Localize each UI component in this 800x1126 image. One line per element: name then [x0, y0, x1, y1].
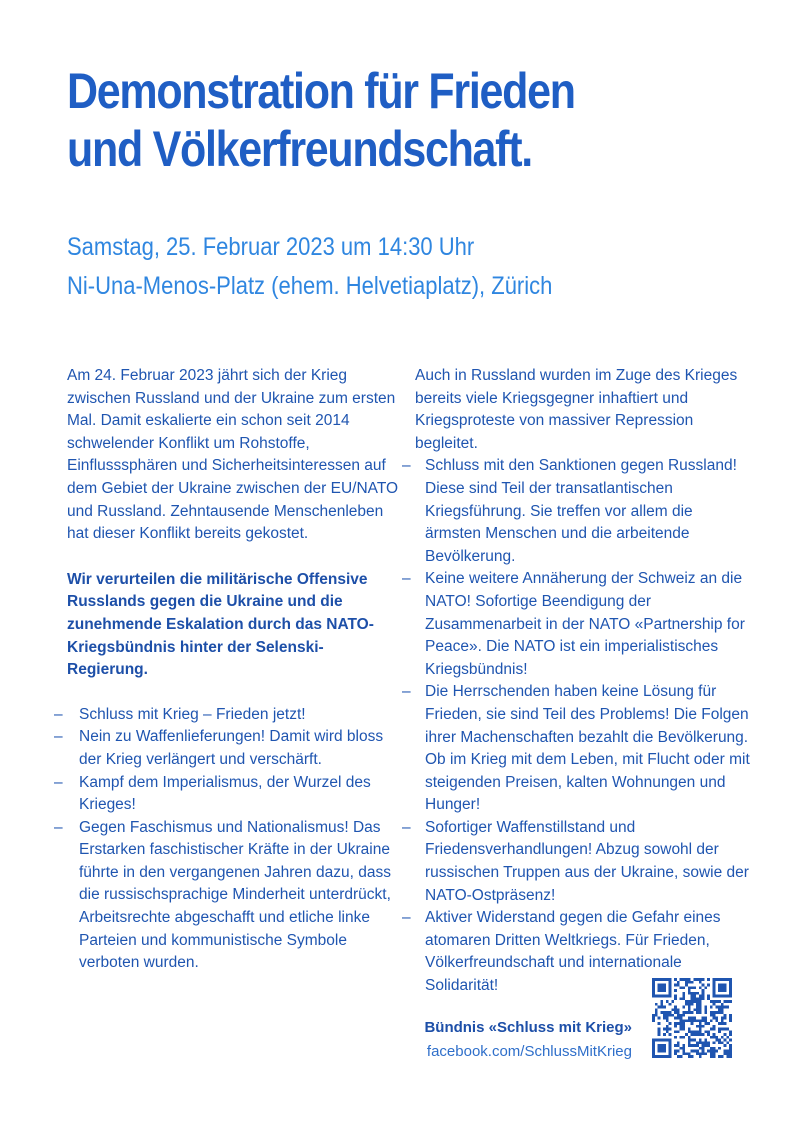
- statement-paragraph: Wir verurteilen die militärische Offensive Russlands gegen die Ukraine und die zunehmende Eskalation durch das NATO-Kriegsbündnis hinter der Selenski-Regierung.: [67, 570, 374, 679]
- demand-item: – Schluss mit den Sanktionen gegen Russland! Diese sind Teil der transatlantischen Kriegsführung. Sie treffen vor allem die ärmsten Menschen und die arbeitende Bevölkerung.: [415, 455, 750, 568]
- page-title: [67, 62, 669, 178]
- intro-paragraph: Am 24. Februar 2023 jährt sich der Krieg zwischen Russland und der Ukraine zum ersten Mal. Damit eskalierte ein schon seit 2014 schwelender Konflikt um Rohstoffe, Einflusssphären und Sicherheitsinteressen auf dem Gebiet der Ukraine zwischen der EU/NATO und Russland. Zehntausende Menschenleben hat dieser Konflikt bereits gekostet.: [67, 367, 399, 543]
- signature: [424, 1016, 632, 1064]
- demand-item: – Die Herrschenden haben keine Lösung für Frieden, sie sind Teil des Problems! Die Folgen ihrer Machenschaften bezahlt die Bevölkerung. Ob im Krieg mit dem Leben, mit Flucht oder mit steigenden Preisen, kalten Wohnungen und Hunger!: [415, 681, 750, 817]
- title-line-1: Demonstration für Frieden: [67, 63, 575, 119]
- demand-item: – Gegen Faschismus und Nationalismus! Das Erstarken faschistischer Kräfte in der Ukraine führte in den vergangenen Jahren dazu, dass die russischsprachige Minderheit unterdrückt, Arbeitsrechte abgeschafft und etliche linke Parteien und kommunistische Symbole verboten wurden.: [67, 817, 402, 975]
- demand-item: – Sofortiger Waffenstillstand und Friedensverhandlungen! Abzug sowohl der russischen Truppen aus der Ukraine, sowie der NATO-Ostpräsenz!: [415, 817, 750, 907]
- organization-name: Bündnis «Schluss mit Krieg»: [424, 1019, 632, 1036]
- demand-item: – Aktiver Widerstand gegen die Gefahr eines atomaren Dritten Weltkriegs. Für Frieden, Völkerfreundschaft und internationale Solidarität!: [415, 907, 750, 997]
- qr-code-icon: [652, 978, 732, 1058]
- demand-item: – Keine weitere Annäherung der Schweiz an die NATO! Sofortige Beendigung der Zusammenarbeit in der NATO «Partnership for Peace». Die NATO ist ein imperialistisches Kriegsbündnis!: [415, 568, 750, 681]
- continuation-paragraph: Auch in Russland wurden im Zuge des Krieges bereits viele Kriegsgegner inhaftiert und Kriegsproteste von massiver Repression begleitet.: [415, 367, 738, 452]
- demand-item: – Schluss mit Krieg – Frieden jetzt!: [67, 704, 402, 727]
- demands-list-right: [415, 455, 750, 997]
- left-column: [67, 365, 402, 975]
- demands-list-left: [67, 704, 402, 975]
- facebook-link[interactable]: facebook.com/SchlussMitKrieg: [426, 1043, 632, 1060]
- demand-item: – Nein zu Waffenlieferungen! Damit wird bloss der Krieg verlängert und verschärft.: [67, 726, 402, 771]
- event-location: Ni-Una-Menos-Platz (ehem. Helvetiaplatz), Zürich: [67, 272, 553, 300]
- event-date: Samstag, 25. Februar 2023 um 14:30 Uhr: [67, 233, 475, 261]
- right-column: [415, 365, 750, 998]
- title-line-2: und Völkerfreundschaft.: [67, 121, 532, 177]
- demand-item: – Kampf dem Imperialismus, der Wurzel des Krieges!: [67, 772, 402, 817]
- event-details: [67, 228, 552, 306]
